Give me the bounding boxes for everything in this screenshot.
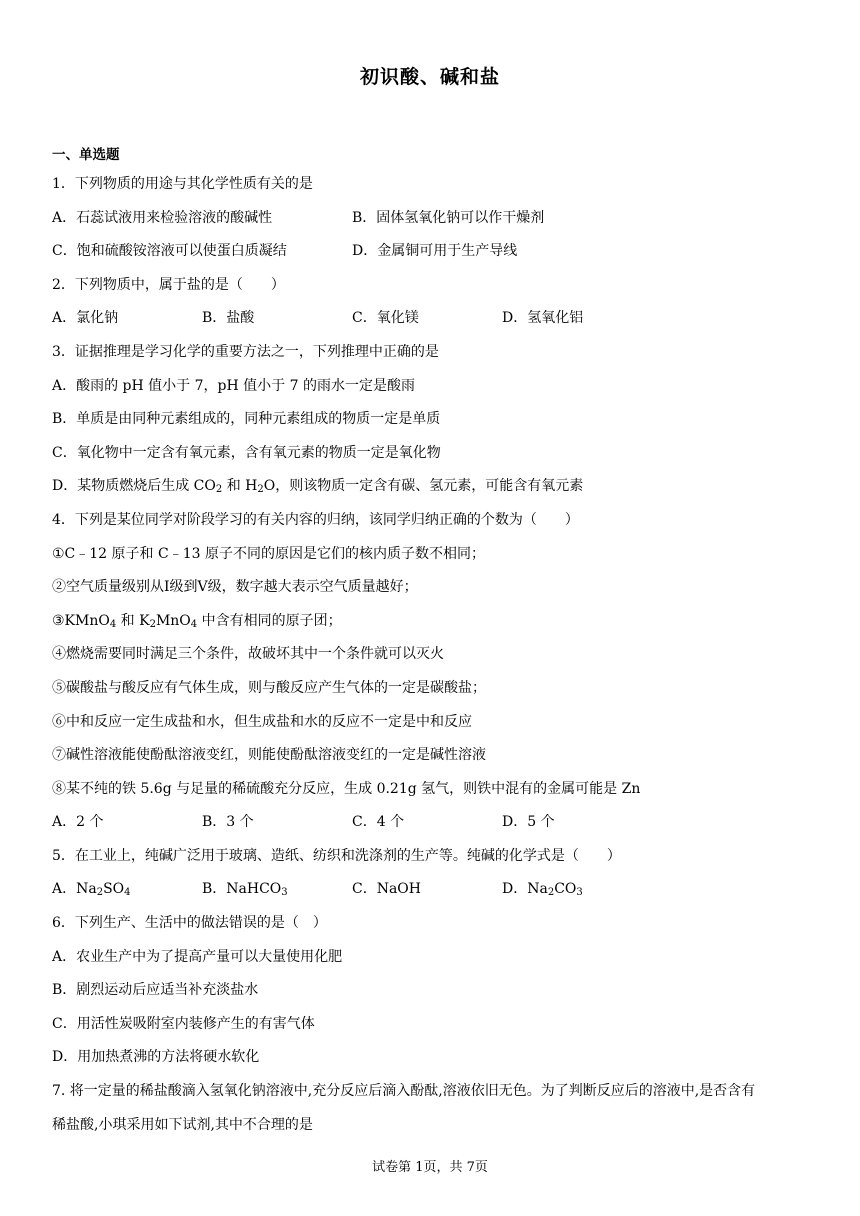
subscript: 2 <box>257 484 264 496</box>
question-6-option-a[interactable]: A．农业生产中为了提高产量可以大量使用化肥 <box>52 948 343 965</box>
question-5-option-c[interactable]: C．NaOH <box>352 881 421 898</box>
question-1-option-d[interactable]: D．金属铜可用于生产导线 <box>352 243 518 260</box>
question-4-stem: 4．下列是某位同学对阶段学习的有关内容的归纳，该同学归纳正确的个数为（ ） <box>52 511 579 528</box>
question-4-option-b[interactable]: B．3 个 <box>202 814 254 831</box>
question-3-option-b[interactable]: B．单质是由同种元素组成的，同种元素组成的物质一定是单质 <box>52 411 441 428</box>
question-4-item-7: ⑦碱性溶液能使酚酞溶液变红，则能使酚酞溶液变红的一定是碱性溶液 <box>52 747 486 764</box>
question-4-item-2: ②空气质量级别从Ⅰ级到Ⅴ级，数字越大表示空气质量越好； <box>52 579 418 596</box>
question-4-item-3 <box>52 605 822 639</box>
question-1-options-row-1 <box>52 202 822 236</box>
question-5-stem: 5．在工业上，纯碱广泛用于玻璃、造纸、纺织和洗涤剂的生产等。纯碱的化学式是（ ） <box>52 847 621 864</box>
question-4-item-6: ⑥中和反应一定生成盐和水，但生成盐和水的反应不一定是中和反应 <box>52 713 472 730</box>
subscript: 3 <box>281 887 288 899</box>
question-6-option-b[interactable]: B．剧烈运动后应适当补充淡盐水 <box>52 982 259 999</box>
question-1-option-b[interactable]: B．固体氢氧化钠可以作干燥剂 <box>352 209 545 226</box>
question-7-stem-line-2: 稀盐酸,小琪采用如下试剂,其中不合理的是 <box>52 1116 313 1133</box>
text: O，则该物质一定含有碳、氢元素，可能含有氧元素 <box>263 478 584 495</box>
subscript: 2 <box>215 484 223 496</box>
text: D．某物质燃烧后生成 CO <box>52 478 216 495</box>
question-2-option-b[interactable]: B．盐酸 <box>202 310 255 327</box>
question-2-stem: 2．下列物质中，属于盐的是（ ） <box>52 276 285 293</box>
question-2-option-c[interactable]: C．氧化镁 <box>352 310 419 327</box>
question-4-option-a[interactable]: A．2 个 <box>52 814 104 831</box>
question-4-item-8: ⑧某不纯的铁 5.6g 与足量的稀硫酸充分反应，生成 0.21g 氢气，则铁中混有的金属可能是 Zn <box>52 780 641 797</box>
text: SO <box>103 881 125 898</box>
question-7-stem-line-1: 7. 将一定量的稀盐酸滴入氢氧化钠溶液中,充分反应后滴入酚酞,溶液依旧无色。为了判断反应后的溶液中,是否含有 <box>52 1083 756 1100</box>
page-title: 初识酸、碱和盐 <box>359 66 500 88</box>
text: 中含有相同的原子团； <box>197 612 342 629</box>
question-6-option-d[interactable]: D．用加热煮沸的方法将硬水软化 <box>52 1049 260 1066</box>
question-4-option-c[interactable]: C．4 个 <box>352 814 405 831</box>
question-3-stem: 3．证据推理是学习化学的重要方法之一，下列推理中正确的是 <box>52 343 439 360</box>
question-2-option-a[interactable]: A．氯化钠 <box>52 310 119 327</box>
question-4-item-1: ①C﹣12 原子和 C﹣13 原子不同的原因是它们的核内质子数不相同； <box>52 545 485 562</box>
subscript: 4 <box>124 887 131 899</box>
subscript: 3 <box>576 887 583 899</box>
question-5-option-b[interactable] <box>202 873 352 907</box>
question-1-options-row-2 <box>52 235 822 269</box>
question-1-option-a[interactable]: A．石蕊试液用来检验溶液的酸碱性 <box>52 209 273 226</box>
text: 和 H <box>222 478 258 495</box>
subscript: 2 <box>149 618 156 630</box>
page-footer: 试卷第 1页，共 7页 <box>372 1160 488 1175</box>
question-2-options <box>52 302 822 336</box>
question-4-item-4: ④燃烧需要同时满足三个条件，故破坏其中一个条件就可以灭火 <box>52 646 444 663</box>
text: D．Na <box>502 881 548 898</box>
subscript: 4 <box>190 618 198 630</box>
question-2-option-d[interactable]: D．氢氧化铝 <box>502 310 584 327</box>
text: CO <box>554 881 577 898</box>
question-3-option-d[interactable] <box>52 470 822 504</box>
question-6-option-c[interactable]: C．用活性炭吸附室内装修产生的有害气体 <box>52 1015 315 1032</box>
question-3-option-a[interactable]: A．酸雨的 pH 值小于 7，pH 值小于 7 的雨水一定是酸雨 <box>52 377 415 394</box>
text: B．NaHCO <box>202 881 282 898</box>
subscript: 2 <box>547 887 555 899</box>
question-5-options <box>52 873 822 907</box>
text: A．Na <box>52 881 97 898</box>
question-1-stem: 1．下列物质的用途与其化学性质有关的是 <box>52 176 313 192</box>
question-6-stem: 6．下列生产、生活中的做法错误的是（ ） <box>52 915 327 932</box>
text: ③KMnO <box>52 612 110 629</box>
exam-content <box>52 142 822 1142</box>
text: MnO <box>155 612 191 629</box>
question-4-option-d[interactable]: D．5 个 <box>502 814 555 831</box>
subscript: 2 <box>96 887 104 899</box>
question-5-option-d[interactable] <box>502 873 652 907</box>
question-5-option-a[interactable] <box>52 873 202 907</box>
question-4-options <box>52 806 822 840</box>
question-4-item-5: ⑤碳酸盐与酸反应有气体生成，则与酸反应产生气体的一定是碳酸盐； <box>52 679 486 696</box>
question-1-option-c[interactable]: C．饱和硫酸铵溶液可以使蛋白质凝结 <box>52 243 287 260</box>
section-heading: 一、单选题 <box>52 147 120 163</box>
question-3-option-c[interactable]: C．氧化物中一定含有氧元素，含有氧元素的物质一定是氧化物 <box>52 444 441 461</box>
subscript: 4 <box>109 618 117 630</box>
text: 和 K <box>116 612 150 629</box>
